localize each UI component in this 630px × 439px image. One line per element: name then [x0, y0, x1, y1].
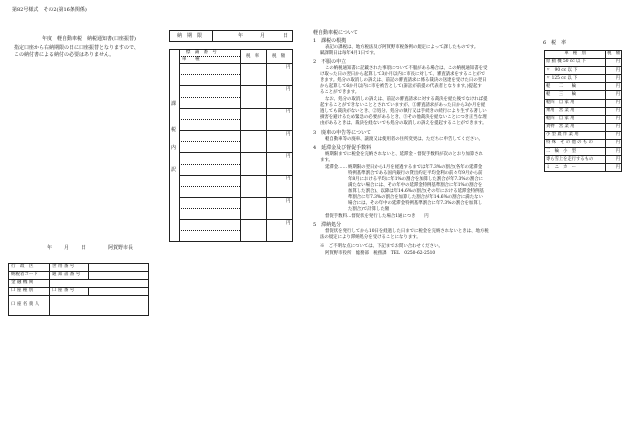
col-plate-number: 標 識 番 号	[186, 50, 217, 55]
note-text: 場合には、その年中の延滞金特例基準割合に年7.3%の割合を加算し	[348, 201, 483, 206]
rate-row	[545, 67, 622, 75]
col-vehicle-type: 車 種	[182, 57, 200, 62]
rate-row	[545, 131, 622, 139]
notice-title: 年度 軽自動車税 納税通知書(口座振替)	[42, 36, 136, 42]
col-tax-amount: 税 額	[272, 54, 286, 59]
note-text: け取った日の翌日から起算して3か月以内に市長に対して、審査請求をすることがで	[320, 72, 486, 77]
rate-row	[545, 148, 622, 156]
rates-heading: 6 税 率	[543, 40, 567, 46]
rate-yen: 円	[606, 115, 622, 123]
notice-number-value	[89, 272, 149, 280]
note-text: 特例基準割合である国内銀行の貸出約定平均金利の前々年9月から前	[348, 171, 483, 176]
rate-vehicle-type: 軽 二 輪	[545, 83, 606, 91]
household-value	[89, 264, 149, 272]
amount-yen-7: 円	[286, 199, 291, 204]
amount-yen-5: 円	[286, 154, 291, 159]
rates-col-amount: 税 額	[606, 51, 622, 59]
rate-vehicle-type: 乗用 営 業 用	[545, 107, 606, 115]
side-label-1: 課	[171, 101, 177, 107]
rate-row	[545, 115, 622, 123]
rate-vehicle-type: 原 動 機 50 cc 以 下	[545, 59, 606, 67]
arrears-label: 延滞金……	[325, 165, 347, 170]
reminder-fee: 督促手数料…督促状を発行した場合1通につき 円	[325, 214, 429, 219]
note-text: 起することができないこととされていますが、①審査請求があった日から3か月を経	[320, 103, 486, 108]
rate-row	[545, 99, 622, 107]
amount-yen-6: 円	[286, 176, 291, 181]
amount-yen-2: 円	[286, 87, 291, 92]
note-text: 損害を避けるため緊急の必要があるとき、③その他裁決を経ないことにつき正当な理	[320, 115, 487, 120]
note-text: ることができます。	[320, 90, 360, 95]
side-label-2: 税	[171, 127, 177, 133]
rate-yen: 円	[606, 107, 622, 115]
rate-yen: 円	[606, 83, 622, 91]
form-number: 第82号様式 その2(第16条関係)	[12, 7, 87, 13]
tax-rate-table	[544, 50, 622, 172]
note-text: 賦課期日は毎年4月1日です。	[320, 51, 378, 56]
rate-row	[545, 123, 622, 131]
note-text: 満たない場合には、その年中の延滞金特例基準割合に年1%の割合を	[348, 183, 483, 188]
note-text: た割合)で計算した額	[348, 207, 390, 212]
row-label-account-number: 口 座 番 号	[50, 288, 89, 296]
rates-col-type: 車 種 別	[545, 51, 606, 59]
rate-row	[545, 59, 622, 67]
note-text: 督促状を発行してから10日を経過した日までに税金を完納されないときは、地方税	[325, 229, 489, 234]
row-label-district: 行 政 区	[9, 264, 50, 272]
rate-row	[545, 91, 622, 99]
section-4-title: 4 延滞金及び督促手数料	[313, 145, 372, 151]
rate-yen: 円	[606, 91, 622, 99]
row-label-taxpayer-code: 納税者コード	[9, 272, 50, 280]
bank-value	[50, 280, 149, 288]
taxpayer-info-table	[8, 263, 149, 316]
intro-line-1: 指定口座から右納期限の日に口座振替となりますので、	[14, 45, 139, 51]
rate-vehicle-type: 軽 三 輪	[545, 91, 606, 99]
issuer: 阿賀野市長	[108, 245, 134, 251]
rate-yen: 円	[606, 99, 622, 107]
due-month: 月	[260, 33, 266, 39]
note-text: 軽自動車等の廃車、譲渡又は使用者の住所変更は、ただちに申告してください。	[325, 137, 484, 142]
rate-yen: 円	[606, 164, 622, 172]
rate-vehicle-type: 二 輪 小 型	[545, 148, 606, 156]
intro-line-2: この納付書による納付の必要はありません。	[14, 52, 115, 58]
note-text: 納期限までに税金を完納されないと、延滞金・督促手数料が次のとおり加算され	[325, 152, 484, 157]
rate-vehicle-type: 軽四 自 家 用	[545, 99, 606, 107]
section-3-title: 3 廃車の申告等について	[313, 130, 372, 136]
rate-vehicle-type: 小 型 農 作 業 用	[545, 131, 606, 139]
row-label-household: 世 帯 番 号	[50, 264, 89, 272]
amount-yen-3: 円	[286, 109, 291, 114]
due-day: 日	[283, 33, 289, 39]
section-2-title: 2 不服の申立	[313, 59, 347, 65]
row-label-notice-number: 通 知 書 番 号	[50, 272, 89, 280]
note-text: ます。	[320, 158, 333, 163]
amount-yen-4: 円	[286, 132, 291, 137]
section-1-title: 1 課税の根拠	[313, 38, 347, 44]
row-label-account-type: 口 座 種 別	[9, 288, 50, 296]
amount-yen-1: 円	[286, 65, 291, 70]
rate-yen: 円	[606, 75, 622, 83]
due-date-label: 納 期 限	[177, 33, 203, 39]
row-label-bank: 金 融 機 関	[9, 280, 50, 288]
rate-row	[545, 83, 622, 91]
rate-vehicle-type: 専ら雪上を走行するもの	[545, 156, 606, 164]
note-text: 過しても裁決がないとき、②処分、処分の執行又は手続きの続行により生ずる著しい	[320, 109, 487, 114]
rate-vehicle-type: 〃 125 cc 以 下	[545, 75, 606, 83]
rate-yen: 円	[606, 67, 622, 75]
date-year: 年	[47, 245, 53, 251]
rate-row	[545, 75, 622, 83]
contact-note: ※ ご不明な点については、下記までお問い合わせください。	[320, 244, 443, 249]
due-year: 年	[238, 33, 244, 39]
note-text: 準割合に年7.3%の割合を加算した割合が年14.6%の割合に満たない	[348, 195, 483, 200]
note-text: 加算した割合)、以降は年14.6%の割合(その年における延滞金特例基	[348, 189, 484, 194]
account-number-value	[89, 288, 149, 296]
note-text: 表記の課税は、地方税法及び阿賀野市税条例の規定によって課したものです。	[325, 45, 479, 50]
rate-vehicle-type: 特 殊 そ の 他 の も の	[545, 140, 606, 148]
side-label-3: 内	[171, 145, 177, 151]
note-text: から起算して6か月以内に市を被告として(訴訟が前提の代表者となります。)提起す	[320, 84, 482, 89]
note-text: 年8月における平均に年1%の割合を加算した割合が年7.3%の割合に	[348, 177, 484, 182]
rate-vehicle-type: 貨物 営 業 用	[545, 123, 606, 131]
contact-office: 阿賀野市役所 総務部 税務課 TEL 0250-62-2510	[325, 251, 436, 256]
note-text: 納期限の翌日から1月を経過するまでは年7.3%の割合(各年の延滞金	[348, 165, 483, 170]
note-text: 法の規定により滞納処分を受けることになります。	[320, 235, 421, 240]
side-label-4: 訳	[171, 167, 177, 173]
section-5-title: 5 滞納処分	[313, 222, 342, 228]
note-text: きます。処分の取消しの訴えは、前記の審査請求に係る裁決の送達を受けた日の翌日	[320, 78, 487, 83]
rate-yen: 円	[606, 123, 622, 131]
rate-yen: 円	[606, 156, 622, 164]
rate-row	[545, 107, 622, 115]
amount-yen-8: 円	[286, 221, 291, 226]
rate-row	[545, 140, 622, 148]
date-month: 月	[64, 245, 70, 251]
note-text: 由があるときは、裁決を経ないでも処分の取消しの訴えを提起することができます。	[320, 121, 487, 126]
rate-row	[545, 156, 622, 164]
rate-vehicle-type: 〃 90 cc 以 下	[545, 67, 606, 75]
notes-heading: 軽自動車税について	[313, 30, 358, 36]
rate-vehicle-type: ミ ニ カ ー	[545, 164, 606, 172]
tax-breakdown-box	[169, 49, 293, 242]
rate-yen: 円	[606, 140, 622, 148]
note-text: なお、処分の取消しの訴えは、前記の審査請求に対する裁決を経た後でなければ提	[325, 97, 488, 102]
row-label-account-holder: 口 座 名 義 人	[9, 296, 50, 316]
date-day: 日	[81, 245, 87, 251]
rate-yen: 円	[606, 59, 622, 67]
rate-yen: 円	[606, 131, 622, 139]
rate-yen: 円	[606, 148, 622, 156]
rate-row	[545, 164, 622, 172]
account-holder-value	[50, 296, 149, 316]
note-text: この納税通知書に記載された事項について不服がある場合は、この納税通知書を受	[325, 66, 488, 71]
rate-vehicle-type: 軽四 自 家 用	[545, 115, 606, 123]
col-tax-rate: 税 率	[246, 54, 260, 59]
